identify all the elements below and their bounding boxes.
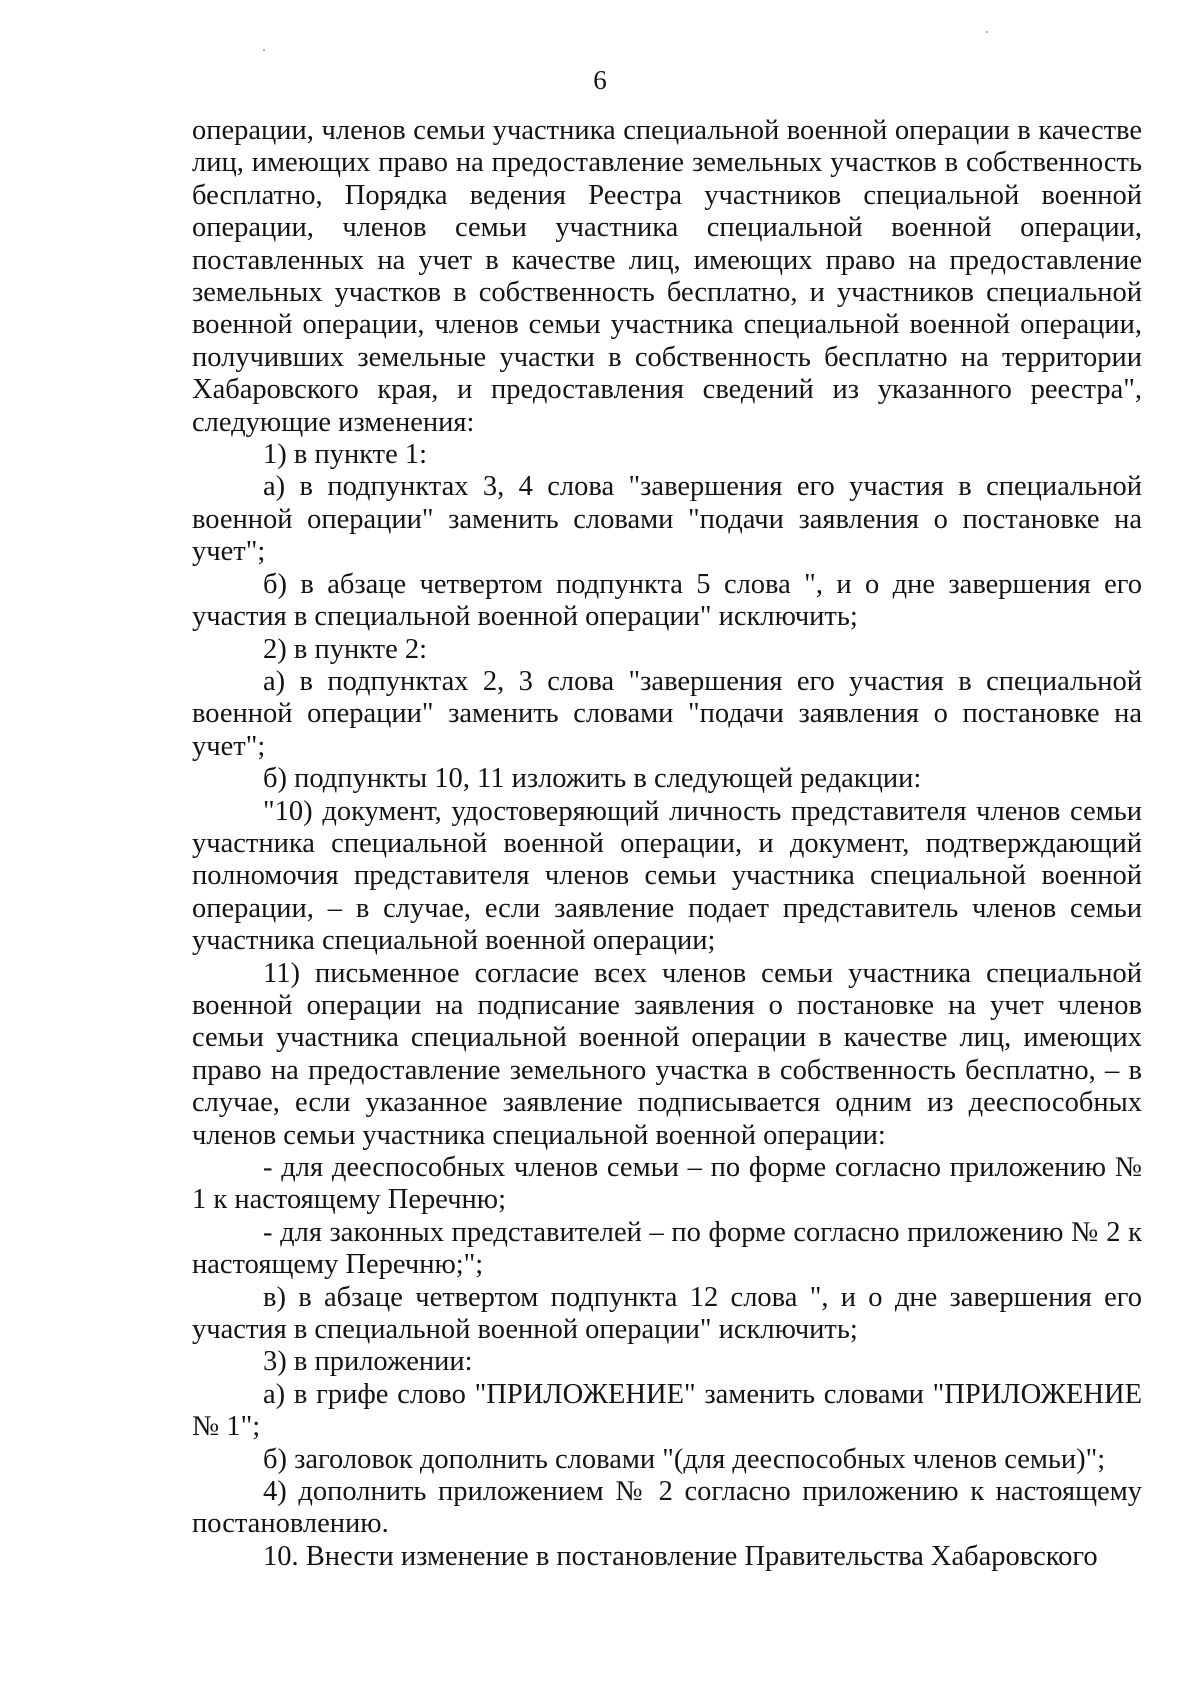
paragraph: "10) документ, удостоверяющий личность представителя членов семьи участника специальной военной операции, и документ, подтверждающий полномочия представителя членов семьи участника специальной военной операции, – в случае, если заявление подает представитель членов семьи участника специальной военной операции; — [192, 795, 1142, 957]
paragraph: в) в абзаце четвертом подпункта 12 слова ", и о дне завершения его участия в специальной военной операции" исключить; — [192, 1281, 1142, 1346]
paragraph: 11) письменное согласие всех членов семьи участника специальной военной операции на подписание заявления о постановке на учет членов семьи участника специальной военной операции в качестве лиц, имеющих право на предоставление земельного участка в собственность бесплатно, – в случае, если указанное заявление подписывается одним из дееспособных членов семьи участника специальной военной операции: — [192, 957, 1142, 1151]
paragraph: а) в грифе слово "ПРИЛОЖЕНИЕ" заменить словами "ПРИЛОЖЕНИЕ № 1"; — [192, 1378, 1142, 1443]
paragraph: 2) в пункте 2: — [263, 633, 428, 665]
scan-speck — [986, 31, 988, 33]
page-number: 6 — [593, 65, 607, 95]
paragraph: 10. Внести изменение в постановление Правительства Хабаровского — [263, 1540, 1098, 1572]
paragraph: операции, членов семьи участника специальной военной операции в качестве лиц, имеющих право на предоставление земельных участков в собственность бесплатно, Порядка ведения Реестра участников специальной военной операции, членов семьи участника специальной военной операции, поставленных на учет в качестве лиц, имеющих право на предоставление земельных участков в собственность бесплатно, и участников специальной военной операции, членов семьи участника специальной военной операции, получивших земельные участки в собственность бесплатно на территории Хабаровского края, и предоставления сведений из указанного реестра", следующие изменения: — [192, 115, 1142, 438]
paragraph: б) в абзаце четвертом подпункта 5 слова ", и о дне завершения его участия в специальной военной операции" исключить; — [192, 568, 1142, 633]
paragraph: б) заголовок дополнить словами "(для дееспособных членов семьи)"; — [263, 1443, 1106, 1475]
paragraph: 1) в пункте 1: — [263, 439, 428, 471]
paragraph: а) в подпунктах 2, 3 слова "завершения его участия в специальной военной операции" заменить словами "подачи заявления о постановке на учет"; — [192, 665, 1142, 762]
document-body — [192, 115, 1142, 1573]
paragraph: 4) дополнить приложением № 2 согласно приложению к настоящему постановлению. — [192, 1476, 1142, 1540]
scan-speck — [263, 49, 265, 51]
paragraph: 3) в приложении: — [263, 1346, 473, 1378]
paragraph: - для дееспособных членов семьи – по форме согласно приложению № 1 к настоящему Перечню; — [192, 1152, 1142, 1216]
paragraph: б) подпункты 10, 11 изложить в следующей редакции: — [263, 763, 922, 795]
paragraph: - для законных представителей – по форме согласно приложению № 2 к настоящему Перечню;"; — [192, 1216, 1142, 1281]
paragraph: а) в подпунктах 3, 4 слова "завершения его участия в специальной военной операции" заменить словами "подачи заявления о постановке на учет"; — [192, 471, 1142, 568]
